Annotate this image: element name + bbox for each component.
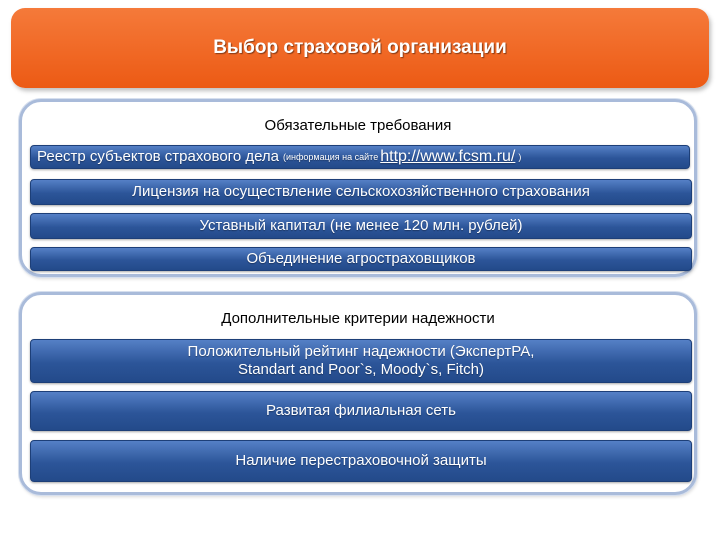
criterion-rating-line1: Положительный рейтинг надежности (ЭкспертРА,: [187, 343, 535, 360]
requirement-registry-label: Реестр субъектов страхового дела: [37, 148, 280, 165]
requirement-registry-note: (информация на сайте: [283, 152, 379, 162]
mandatory-requirements-title: Обязательные требования: [264, 117, 452, 134]
page-title: Выбор страховой организации: [213, 37, 507, 58]
additional-criteria-title: Дополнительные критерии надежности: [221, 310, 495, 327]
requirement-license-label: Лицензия на осуществление сельскохозяйственного страхования: [132, 183, 590, 200]
criterion-branch-network-label: Развитая филиальная сеть: [266, 402, 456, 419]
requirement-capital-label: Уставный капитал (не менее 120 млн. рублей): [199, 217, 523, 234]
header-banner: [11, 8, 709, 88]
requirement-association: [30, 247, 692, 271]
requirement-association-label: Объединение агростраховщиков: [246, 250, 476, 267]
criterion-branch-network: [30, 391, 692, 431]
fcsm-link[interactable]: http://www.fcsm.ru/: [380, 148, 516, 165]
requirement-registry: [30, 145, 690, 169]
criterion-rating: [30, 339, 692, 383]
criterion-reinsurance: [30, 440, 692, 482]
requirement-capital: [30, 213, 692, 239]
criterion-reinsurance-label: Наличие перестраховочной защиты: [235, 452, 487, 469]
requirement-license: [30, 179, 692, 205]
requirement-registry-suffix: ): [518, 152, 522, 162]
criterion-rating-line2: Standart and Poor`s, Moody`s, Fitch): [238, 361, 484, 378]
